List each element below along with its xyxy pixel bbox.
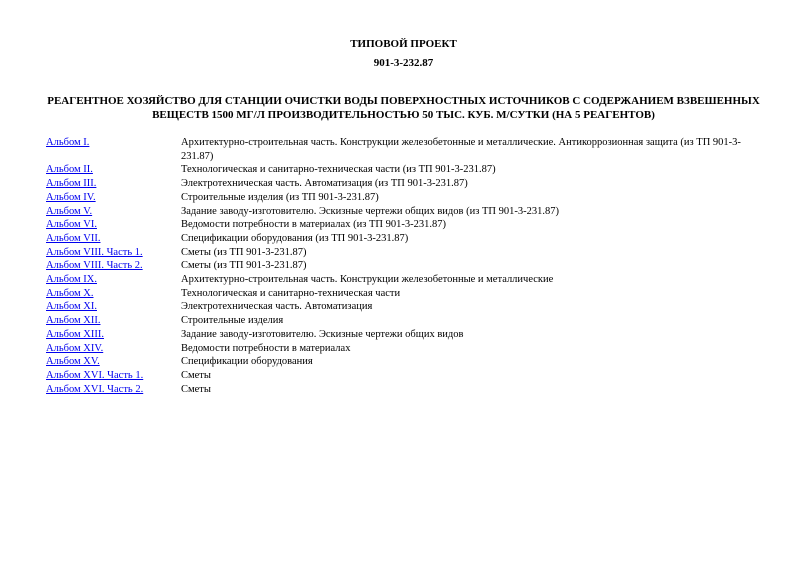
document-type-label: ТИПОВОЙ ПРОЕКТ: [350, 38, 457, 50]
project-code: 901-3-232.87: [373, 57, 434, 69]
album-link[interactable]: Альбом XIV.: [46, 342, 104, 354]
album-row: [46, 191, 768, 205]
album-link[interactable]: Альбом XVI. Часть 1.: [46, 369, 144, 381]
album-link[interactable]: Альбом XIII.: [46, 328, 104, 340]
album-description: Ведомости потребности в материалах: [181, 342, 351, 354]
album-description: Технологическая и санитарно-техническая части (из ТП 901-3-231.87): [181, 164, 496, 176]
album-row: [46, 177, 768, 191]
album-link[interactable]: Альбом V.: [46, 205, 93, 217]
album-link[interactable]: Альбом XI.: [46, 301, 97, 313]
album-description: Спецификации оборудования (из ТП 901-3-231.87): [181, 232, 409, 244]
album-row: [46, 246, 768, 260]
album-description: Сметы: [181, 383, 211, 395]
album-description: Сметы (из ТП 901-3-231.87): [181, 260, 307, 272]
album-row: [46, 383, 768, 397]
album-link[interactable]: Альбом X.: [46, 287, 94, 299]
album-row: [46, 136, 768, 163]
album-link[interactable]: Альбом VII.: [46, 232, 101, 244]
album-link[interactable]: Альбом VI.: [46, 219, 97, 231]
album-description: Сметы: [181, 369, 211, 381]
album-description: Задание заводу-изготовителю. Эскизные чертежи общих видов: [181, 328, 464, 340]
album-link[interactable]: Альбом II.: [46, 164, 93, 176]
album-description: Электротехническая часть. Автоматизация (из ТП 901-3-231.87): [181, 178, 468, 190]
album-description: Строительные изделия (из ТП 901-3-231.87): [181, 191, 379, 203]
album-row: [46, 232, 768, 246]
album-row: [46, 328, 768, 342]
album-link[interactable]: Альбом XV.: [46, 356, 100, 368]
album-row: [46, 205, 768, 219]
album-row: [46, 342, 768, 356]
album-list: [46, 136, 768, 396]
album-row: [46, 300, 768, 314]
album-link[interactable]: Альбом I.: [46, 137, 90, 148]
album-description: Технологическая и санитарно-техническая части: [181, 287, 401, 299]
project-title: РЕАГЕНТНОЕ ХОЗЯЙСТВО ДЛЯ СТАНЦИИ ОЧИСТКИ ВОДЫ ПОВЕРХНОСТНЫХ ИСТОЧНИКОВ С СОДЕРЖАНИЕМ ВЗВЕШЕННЫХ ВЕЩЕСТВ 1500 МГ/Л ПРОИЗВОДИТЕЛЬНОСТЬЮ 50 ТЫС. КУБ. М/СУТКИ (НА 5 РЕАГЕНТОВ): [47, 95, 760, 121]
album-link[interactable]: Альбом XII.: [46, 315, 101, 327]
album-row: [46, 218, 768, 232]
album-description: Электротехническая часть. Автоматизация: [181, 301, 373, 313]
album-link[interactable]: Альбом VIII. Часть 1.: [46, 246, 143, 258]
album-description: Ведомости потребности в материалах (из ТП 901-3-231.87): [181, 219, 446, 231]
album-row: [46, 259, 768, 273]
album-description: Спецификации оборудования: [181, 356, 313, 368]
album-link[interactable]: Альбом IX.: [46, 274, 97, 286]
album-link[interactable]: Альбом IV.: [46, 191, 96, 203]
album-row: [46, 273, 768, 287]
album-description: Сметы (из ТП 901-3-231.87): [181, 246, 307, 258]
album-link[interactable]: Альбом VIII. Часть 2.: [46, 260, 143, 272]
album-link[interactable]: Альбом XVI. Часть 2.: [46, 383, 144, 395]
album-row: [46, 355, 768, 369]
album-link[interactable]: Альбом III.: [46, 178, 97, 190]
album-row: [46, 369, 768, 383]
album-row: [46, 314, 768, 328]
album-row: [46, 287, 768, 301]
album-description: Задание заводу-изготовителю. Эскизные чертежи общих видов (из ТП 901-3-231.87): [181, 205, 559, 217]
album-description: Архитектурно-строительная часть. Конструкции железобетонные и металлические. Антикоррозионная защита (из ТП 901-3-231.87): [181, 137, 741, 162]
album-row: [46, 163, 768, 177]
album-description: Строительные изделия: [181, 315, 284, 327]
album-description: Архитектурно-строительная часть. Конструкции железобетонные и металлические: [181, 274, 554, 286]
